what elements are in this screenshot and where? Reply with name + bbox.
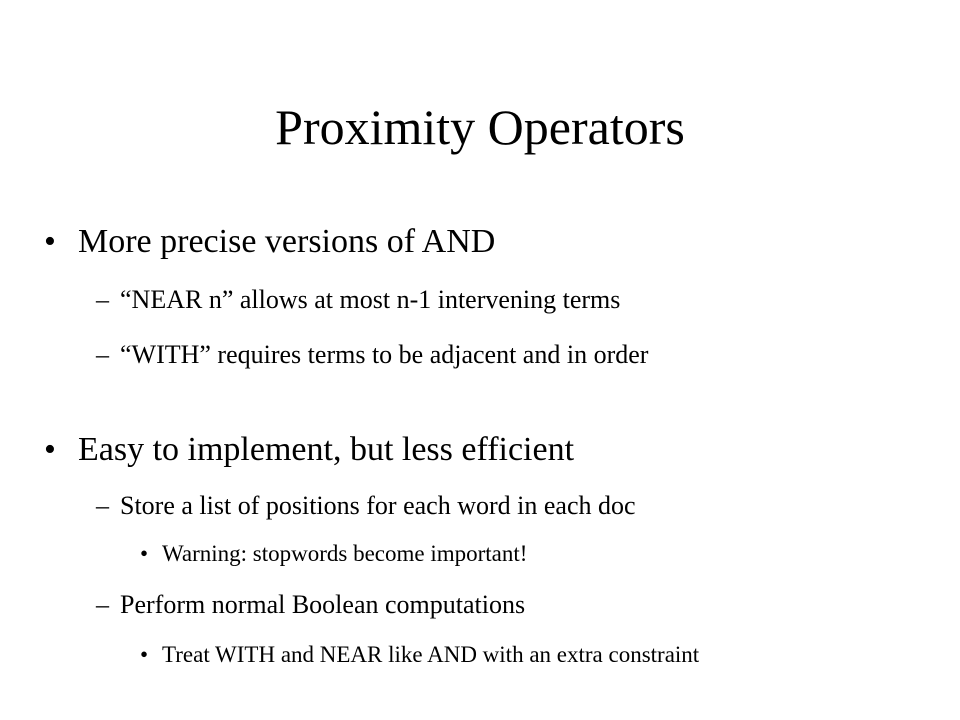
bullet-1-text: More precise versions of AND [78,223,496,260]
bullet-marker: • [44,223,56,260]
sub-sub-bullet-2-2-1: Treat WITH and NEAR like AND with an extra constraint [162,642,700,667]
bullet-marker: • [140,642,149,667]
sub-sub-bullet-2-1-1: Warning: stopwords become important! [162,541,528,566]
bullet-marker: • [44,431,56,468]
dash-marker: – [96,590,109,619]
bullet-marker: • [140,541,149,566]
bullet-2-text: Easy to implement, but less efficient [78,431,575,468]
sub-bullet-1-1: “NEAR n” allows at most n-1 intervening terms [120,285,621,314]
dash-marker: – [96,340,109,369]
slide-title: Proximity Operators [275,99,685,155]
sub-bullet-1-2: “WITH” requires terms to be adjacent and in order [120,340,649,369]
dash-marker: – [96,491,109,520]
sub-bullet-2-1: Store a list of positions for each word in each doc [120,491,636,520]
dash-marker: – [96,285,109,314]
sub-bullet-2-2: Perform normal Boolean computations [120,590,526,619]
